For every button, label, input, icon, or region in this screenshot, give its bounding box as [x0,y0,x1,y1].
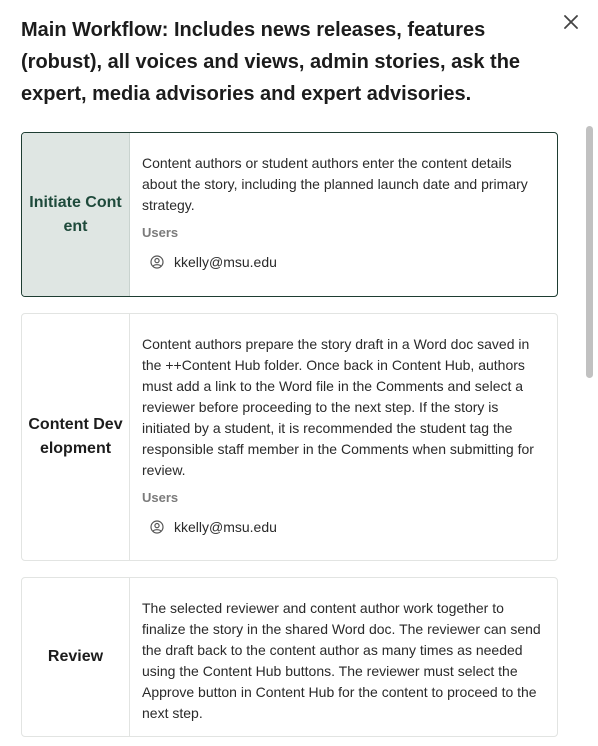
user-row [142,516,541,538]
user-email: kkelly@msu.edu [174,519,277,535]
step-description: Content authors or student authors enter the content details about the story, including the planned launch date and primary strategy. [142,155,528,213]
dialog-title: Main Workflow: Includes news releases, features (robust), all voices and views, admin stories, ask the expert, media advisories and expert advisories. [21,19,521,105]
scrollbar-thumb[interactable] [586,126,593,378]
step-description: Content authors prepare the story draft in a Word doc saved in the ++Content Hub folder. Once back in Content Hub, authors must add a link to the Word file in the Comments and select a reviewer before proceeding to the next step. If the story is initiated by a student, it is recommended the student tag the responsible staff member in the Comments when submitting for review. [142,336,534,478]
user-circle-icon [150,520,164,534]
scrollbar[interactable] [583,124,595,746]
step-name: Initiate Content [22,133,130,296]
step-description: The selected reviewer and content author work together to finalize the story in the shared Word doc. The reviewer can send the draft back to the content author as many times as needed using the Content Hub buttons. The reviewer must select the Approve button in Content Hub for the content to proceed to the next step. [142,600,541,721]
user-row [142,251,541,273]
step-name: Content Development [22,314,130,560]
close-button[interactable] [560,11,582,33]
workflow-step-content-development[interactable] [21,313,558,561]
step-body [130,314,557,560]
close-icon [564,15,578,29]
workflow-step-review[interactable] [21,577,558,737]
step-name: Review [22,578,130,736]
step-body [130,578,557,736]
users-label: Users [142,490,179,505]
user-email: kkelly@msu.edu [174,254,277,270]
workflow-steps [21,132,558,746]
step-body [130,133,557,296]
users-label: Users [142,225,179,240]
workflow-step-initiate-content[interactable] [21,132,558,297]
user-circle-icon [150,255,164,269]
